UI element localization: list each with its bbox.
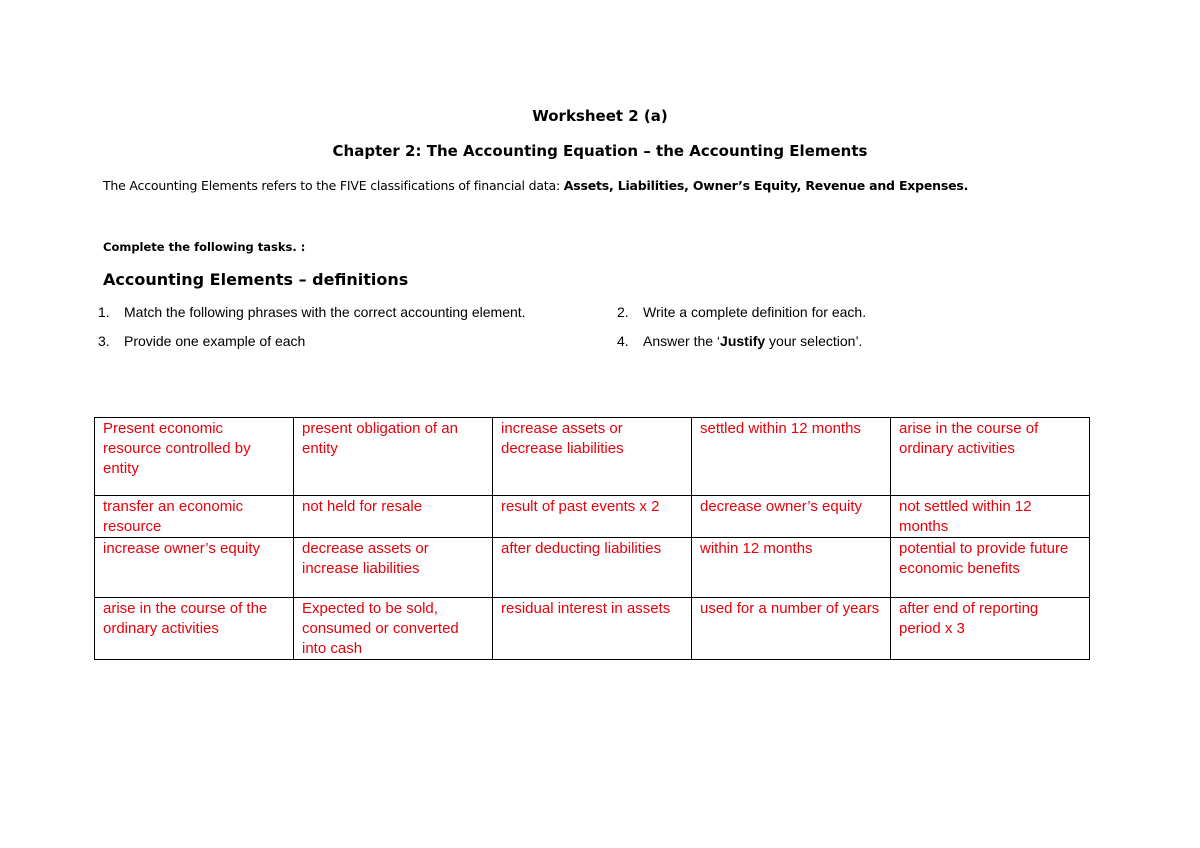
- task-text-after: your selection’.: [765, 333, 863, 349]
- chapter-title: Chapter 2: The Accounting Equation – the Accounting Elements: [332, 142, 868, 160]
- tasks-label: Complete the following tasks. :: [103, 240, 306, 254]
- phrase-cell: residual interest in assets: [493, 598, 692, 660]
- task-number: 2.: [617, 304, 629, 320]
- task-text-before: Answer the ‘: [643, 333, 721, 349]
- table-row: [95, 538, 1090, 598]
- task-text-bold: Justify: [720, 333, 766, 349]
- phrase-cell: settled within 12 months: [692, 418, 891, 496]
- intro-elements-list: Assets, Liabilities, Owner’s Equity, Revenue and Expenses.: [563, 178, 969, 193]
- phrase-cell: decrease owner’s equity: [692, 496, 891, 538]
- phrase-table: [94, 417, 1090, 660]
- task-number: 4.: [617, 333, 629, 349]
- phrase-cell: result of past events x 2: [493, 496, 692, 538]
- phrase-cell: Present economic resource controlled by entity: [95, 418, 294, 496]
- table-row: [95, 598, 1090, 660]
- phrase-cell: arise in the course of ordinary activities: [891, 418, 1090, 496]
- phrase-cell: present obligation of an entity: [294, 418, 493, 496]
- worksheet-title: Worksheet 2 (a): [532, 107, 668, 125]
- phrase-cell: potential to provide future economic benefits: [891, 538, 1090, 598]
- phrase-cell: increase assets or decrease liabilities: [493, 418, 692, 496]
- phrase-cell: transfer an economic resource: [95, 496, 294, 538]
- task-item: [617, 333, 862, 349]
- task-text: Match the following phrases with the correct accounting element.: [124, 304, 526, 320]
- task-number: 3.: [98, 333, 110, 349]
- phrase-cell: not held for resale: [294, 496, 493, 538]
- phrase-cell: arise in the course of the ordinary activities: [95, 598, 294, 660]
- phrase-cell: used for a number of years: [692, 598, 891, 660]
- task-text: Provide one example of each: [124, 333, 306, 349]
- table-row: [95, 418, 1090, 496]
- section-heading: Accounting Elements – definitions: [103, 270, 409, 289]
- phrase-cell: after deducting liabilities: [493, 538, 692, 598]
- task-text: Write a complete definition for each.: [643, 304, 867, 320]
- task-item: [617, 304, 866, 320]
- intro-paragraph: [103, 178, 968, 193]
- phrase-cell: Expected to be sold, consumed or converted into cash: [294, 598, 493, 660]
- phrase-cell: decrease assets or increase liabilities: [294, 538, 493, 598]
- intro-text: The Accounting Elements refers to the FIVE classifications of financial data:: [103, 178, 564, 193]
- phrase-cell: within 12 months: [692, 538, 891, 598]
- phrase-cell: not settled within 12 months: [891, 496, 1090, 538]
- task-item: [98, 304, 526, 320]
- phrase-cell: increase owner’s equity: [95, 538, 294, 598]
- phrase-cell: after end of reporting period x 3: [891, 598, 1090, 660]
- task-item: [98, 333, 305, 349]
- task-number: 1.: [98, 304, 110, 320]
- table-row: [95, 496, 1090, 538]
